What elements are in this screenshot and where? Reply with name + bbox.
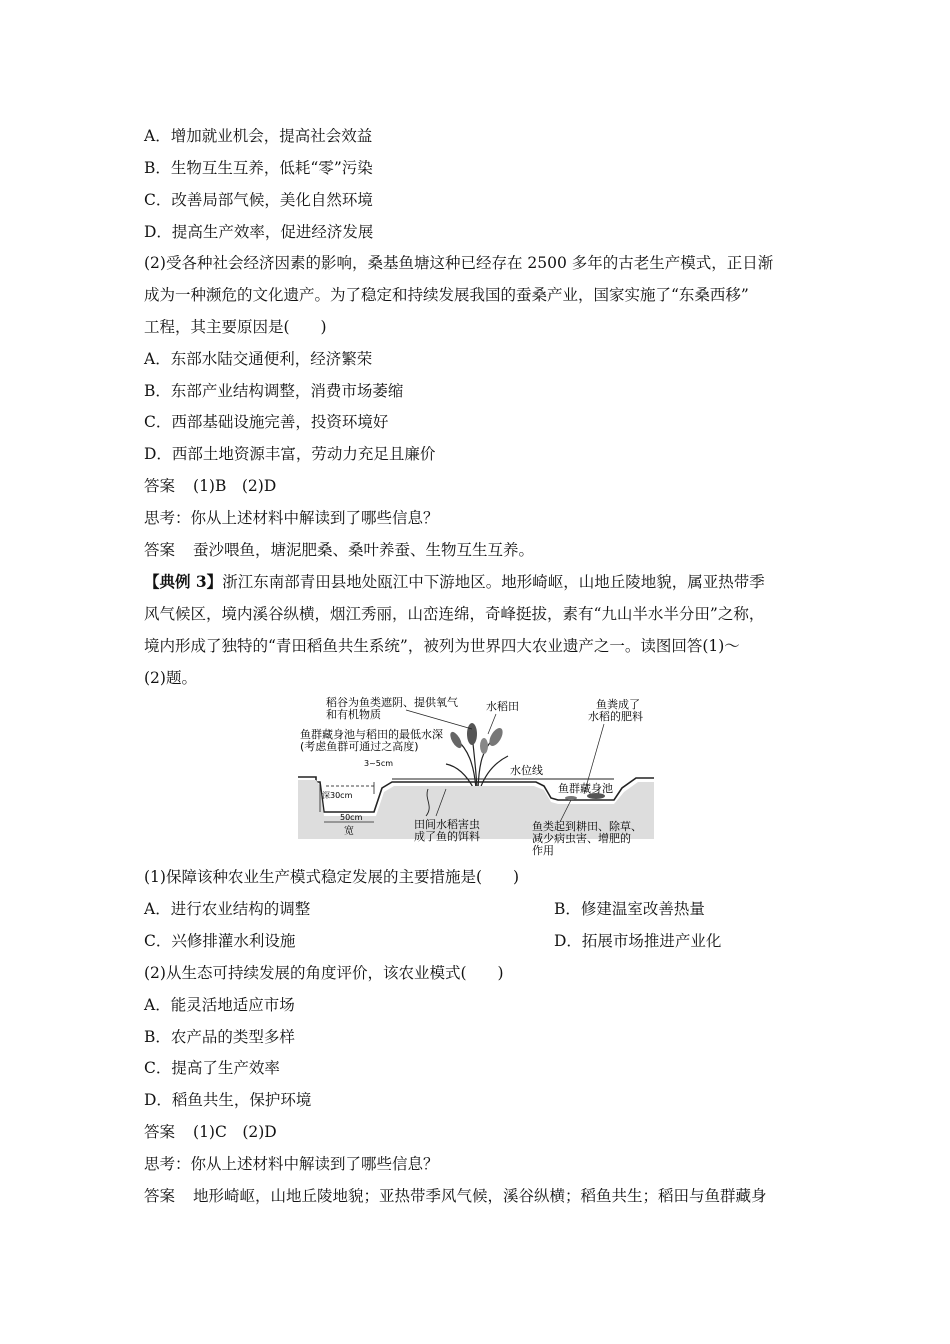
question-3-2-stem: (2)从生态可持续发展的角度评价，该农业模式( ): [144, 964, 504, 982]
question-2-option-c: C．西部基础设施完善，投资环境好: [144, 413, 389, 431]
question-3-1-options-row-2: [144, 931, 824, 951]
example-3-text-1: 浙江东南部青田县地处瓯江中下游地区。地形崎岖，山地丘陵地貌，属亚热带季: [222, 573, 765, 591]
think-prompt-1: 思考：你从上述材料中解读到了哪些信息？: [144, 509, 439, 527]
option-c: C．改善局部气候，美化自然环境: [144, 191, 373, 209]
question-3-2-option-b: B．农产品的类型多样: [144, 1028, 295, 1046]
label-3-5cm: 3~5cm: [364, 759, 394, 768]
label-fish-role-3: 作用: [532, 844, 554, 857]
answer-label: 答案: [144, 1123, 176, 1141]
answer-text: 蚕沙喂鱼，塘泥肥桑、桑叶养蚕、生物互生互养。: [193, 541, 535, 559]
answer-block-3: [144, 1122, 824, 1142]
question-2-stem-line-3: 工程，其主要原因是( ): [144, 318, 327, 336]
question-3-1-option-a: A．进行农业结构的调整: [144, 900, 311, 918]
question-2-option-b: B．东部产业结构调整，消费市场萎缩: [144, 382, 404, 400]
answer-label: 答案: [144, 541, 176, 559]
rice-fish-diagram: [296, 694, 656, 860]
question-2-stem-line-2: 成为一种濒危的文化遗产。为了稳定和持续发展我国的蚕桑产业，国家实施了“东桑西移”: [144, 286, 749, 304]
label-rice-shade-1: 稻谷为鱼类遮阴、提供氧气: [326, 696, 458, 709]
option-b: B．生物互生互养，低耗“零”污染: [144, 159, 373, 177]
label-fish-pond: 鱼群藏身池: [558, 782, 613, 795]
question-2-option-d: D．西部土地资源丰富，劳动力充足且廉价: [144, 445, 436, 463]
pointer-line: [406, 710, 472, 729]
question-3-1-option-d: D．拓展市场推进产业化: [554, 932, 722, 950]
example-3-line-3: 境内形成了独特的“青田稻鱼共生系统”，被列为世界四大农业遗产之一。读图回答(1)～: [144, 637, 740, 655]
answer-text: (1)B (2)D: [193, 477, 277, 495]
answer-block-3b: [144, 1186, 824, 1206]
question-2-option-a: A．东部水陆交通便利，经济繁荣: [144, 350, 373, 368]
label-fish-role-2: 减少病虫害、增肥的: [532, 832, 631, 845]
label-paddy: 水稻田: [486, 700, 519, 713]
example-3-line-2: 风气候区，境内溪谷纵横，烟江秀丽，山峦连绵，奇峰挺拔，素有“九山半水半分田”之称，: [144, 605, 765, 623]
label-pests-1: 田间水稻害虫: [414, 818, 480, 831]
label-min-depth-2: (考虑鱼群可通过之高度): [300, 740, 419, 753]
answer-block-1b: [144, 540, 824, 560]
question-2-stem-line-1: (2)受各种社会经济因素的影响，桑基鱼塘这种已经存在 2500 多年的古老生产模式，正日渐: [144, 254, 774, 272]
label-30cm: 深30cm: [322, 791, 353, 800]
label-fish-role-1: 鱼类起到耕田、除草、: [532, 820, 642, 833]
fish-icon: [565, 796, 577, 800]
answer-label: 答案: [144, 1187, 176, 1205]
label-width: 宽: [344, 826, 354, 837]
answer-text: 地形崎岖，山地丘陵地貌；亚热带季风气候，溪谷纵横；稻鱼共生；稻田与鱼群藏身: [193, 1187, 767, 1205]
answer-label: 答案: [144, 477, 176, 495]
answer-text: (1)C (2)D: [193, 1123, 277, 1141]
label-50cm: 50cm: [340, 813, 363, 822]
option-d: D．提高生产效率，促进经济发展: [144, 223, 374, 241]
question-3-2-option-a: A．能灵活地适应市场: [144, 996, 295, 1014]
question-3-1-option-b: B．修建温室改善热量: [554, 900, 705, 918]
label-min-depth-1: 鱼群藏身池与稻田的最低水深: [300, 728, 443, 741]
question-3-1-options-row-1: [144, 899, 824, 919]
label-pests-2: 成了鱼的饵料: [414, 830, 480, 843]
question-3-2-option-d: D．稻鱼共生，保护环境: [144, 1091, 312, 1109]
question-3-2-option-c: C．提高了生产效率: [144, 1059, 280, 1077]
example-3-line-1: [144, 572, 824, 592]
question-3-1-option-c: C．兴修排灌水利设施: [144, 932, 296, 950]
option-a: A．增加就业机会，提高社会效益: [144, 127, 373, 145]
label-fish-dung-2: 水稻的肥料: [588, 710, 643, 723]
answer-block-1: [144, 476, 824, 496]
example-3-tag: 【典例 3】: [144, 572, 223, 591]
label-fish-dung-1: 鱼粪成了: [596, 698, 640, 711]
example-3-line-4: (2)题。: [144, 669, 197, 687]
question-3-1-stem: (1)保障该种农业生产模式稳定发展的主要措施是( ): [144, 868, 520, 886]
think-prompt-3: 思考：你从上述材料中解读到了哪些信息？: [144, 1155, 439, 1173]
label-waterline: 水位线: [510, 764, 543, 777]
label-rice-shade-2: 和有机物质: [326, 708, 381, 721]
